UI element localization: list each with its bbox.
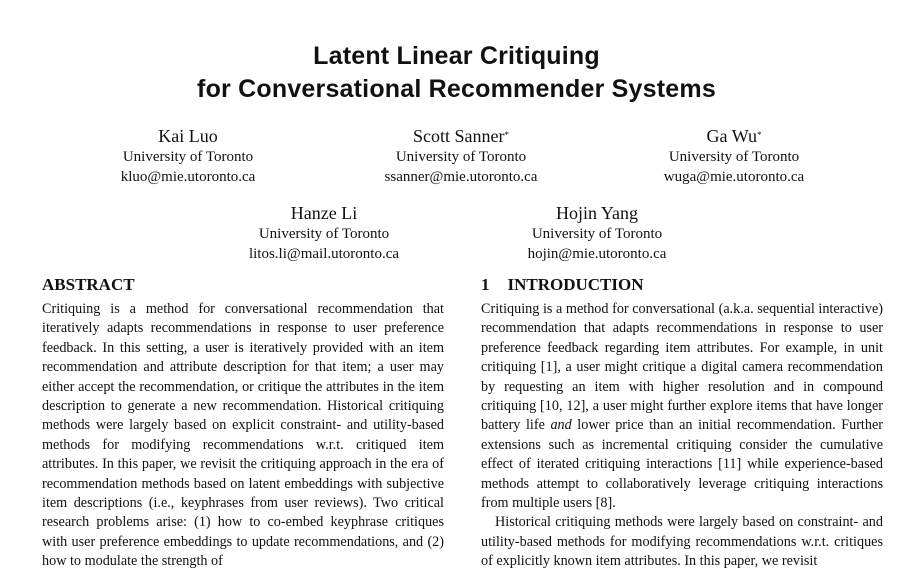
introduction-paragraph-1 — [481, 300, 883, 513]
author-email: litos.li@mail.utoronto.ca — [248, 246, 400, 262]
intro-text-part: lower price than an initial recommendation. Further extensions such as incremental critiquing consider the cumulative effect of iterated critiquing interactions [11] while experience-based methods attempt to collaboratively leverage critiquing interactions from multiple users [8]. — [481, 417, 883, 512]
author-name-line — [584, 125, 884, 147]
author-block — [584, 125, 884, 187]
introduction-section — [481, 274, 883, 572]
author-name: Kai Luo — [158, 126, 218, 146]
abstract-section — [42, 274, 444, 572]
abstract-text: Critiquing is a method for conversational recommendation that iteratively adapts recommendations in response to user preference feedback. In this setting, a user is iteratively provided with an item recommendation and attribute description for that item; a user may either accept the recommendation, or critique the attributes in the item description to generate a new recommendation. Historical critiquing methods were largely based on explicit constraint- and utility-based methods for modifying recommendations w.r.t. critiqued item attributes. In this paper, we revisit the critiquing approach in the era of recommendation methods based on latent embeddings with subjective item descriptions (i.e., keyphrases from user reviews). Two critical research problems arise: (1) how to co-embed keyphrase critiques with user preference embeddings to update recommendations, and (2) how to modulate the strength of — [42, 301, 444, 570]
author-block — [38, 125, 338, 187]
paper-title — [0, 40, 913, 106]
author-name: Hanze Li — [290, 203, 358, 223]
abstract-heading: ABSTRACT — [42, 275, 135, 294]
author-name: Ga Wu — [706, 126, 757, 146]
introduction-paragraph-2: Historical critiquing methods were largely based on constraint- and utility-based methods for modifying recommendations w.r.t. critiques of explicitly known item attributes. In this paper, we revisit — [481, 514, 883, 570]
author-affiliation: University of Toronto — [258, 226, 390, 242]
author-mark: * — [756, 130, 762, 140]
author-name: Hojin Yang — [555, 203, 639, 223]
author-block — [447, 202, 747, 264]
title-line-1: Latent Linear Critiquing — [313, 42, 600, 70]
author-name: Scott Sanner — [413, 126, 505, 146]
author-email: kluo@mie.utoronto.ca — [120, 169, 256, 185]
author-affiliation: University of Toronto — [395, 149, 527, 165]
intro-text-part: Critiquing is a method for conversational (a.k.a. sequential interactive) recommendation that adapts recommendations in response to user preference feedback regarding item attributes. For example, in unit critiquing [1], a user might critique a digital camera recommendation by requesting an item with higher resolution and in compound critiquing [10, 12], a user might further explore items that have longer battery life — [481, 301, 883, 434]
title-line-2: for Conversational Recommender Systems — [197, 75, 716, 103]
section-title: INTRODUCTION — [507, 275, 644, 294]
author-block — [311, 125, 611, 187]
author-mark: * — [504, 130, 509, 140]
intro-emphasis: and — [550, 417, 572, 434]
author-block — [174, 202, 474, 264]
author-email: wuga@mie.utoronto.ca — [663, 169, 805, 185]
section-number: 1 — [481, 275, 490, 294]
author-affiliation: University of Toronto — [122, 149, 254, 165]
introduction-heading — [481, 274, 883, 296]
author-email: ssanner@mie.utoronto.ca — [384, 169, 538, 185]
author-affiliation: University of Toronto — [668, 149, 800, 165]
author-name-line — [311, 125, 611, 147]
author-email: hojin@mie.utoronto.ca — [527, 246, 667, 262]
author-affiliation: University of Toronto — [531, 226, 663, 242]
